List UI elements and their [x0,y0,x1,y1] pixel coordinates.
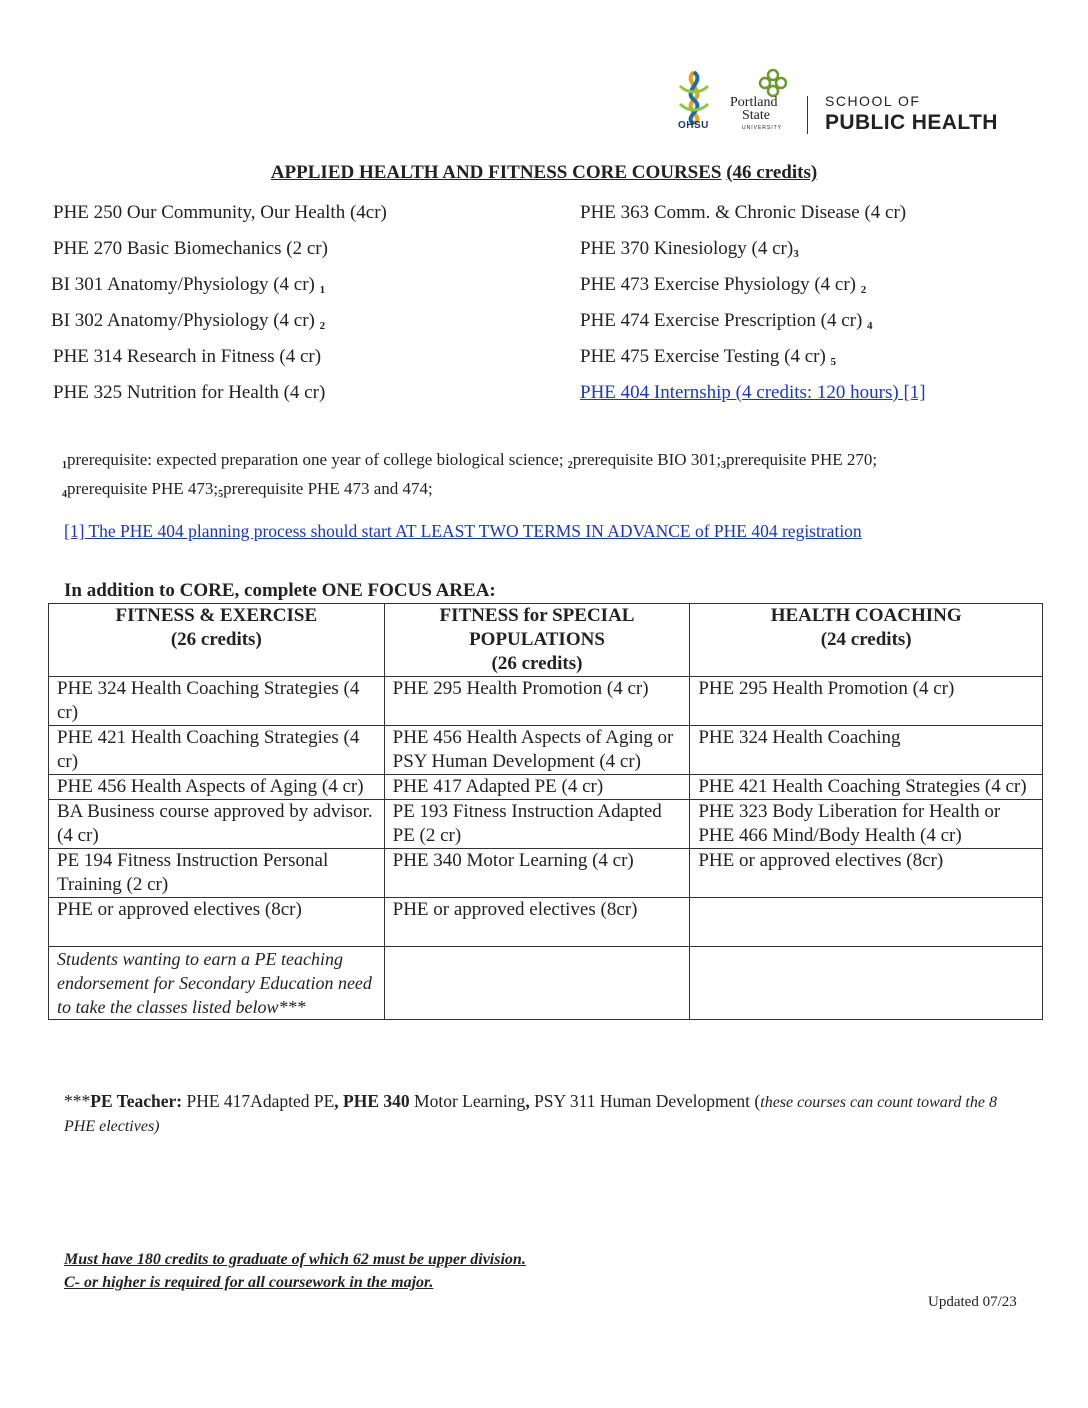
table-row [49,849,1043,898]
public-health-text: PUBLIC HEALTH [825,111,998,134]
table-cell: BA Business course approved by advisor. (4 cr) [49,800,385,849]
header-fitness-exercise: FITNESS & EXERCISE (26 credits) [49,604,385,677]
core-courses-right [580,199,926,415]
prerequisite-notes: 1prerequisite: expected preparation one year of college biological science; 2prerequisite BIO 301;3prerequisite PHE 270; 4prerequisite PHE 473;5prerequisite PHE 473 and 474; [62,450,878,500]
psu-line-3: UNIVERSITY [742,125,783,131]
table-cell: PHE or approved electives (8cr) [690,849,1043,898]
logo-area [672,68,1032,138]
core-course: PHE 370 Kinesiology (4 cr)3 [580,238,799,260]
table-cell [690,947,1043,1020]
psu-line-1: Portland [730,95,778,110]
core-courses-left [53,199,387,415]
table-cell: PHE 456 Health Aspects of Aging (4 cr) [49,775,385,800]
header-health-coaching: HEALTH COACHING (24 credits) [690,604,1043,677]
page-title [0,162,1088,184]
table-cell [690,898,1043,947]
grad-line-2: C- or higher is required for all coursework in the major. [64,1274,434,1291]
grad-line-1: Must have 180 credits to graduate of which 62 must be upper division. [64,1251,526,1268]
core-course: PHE 475 Exercise Testing (4 cr) 5 [580,346,837,368]
table-cell: PHE 323 Body Liberation for Health or PHE 466 Mind/Body Health (4 cr) [690,800,1043,849]
table-cell: PHE 324 Health Coaching [690,726,1043,775]
table-cell: PHE or approved electives (8cr) [49,898,385,947]
table-cell: PE 193 Fitness Instruction Adapted PE (2 cr) [384,800,690,849]
psu-wordmark [730,96,782,135]
core-course: PHE 473 Exercise Physiology (4 cr) 2 [580,274,867,296]
table-row [49,726,1043,775]
pe-endorsement-note: Students wanting to earn a PE teaching endorsement for Secondary Education need to take the classes listed below*** [49,947,385,1020]
title-credits: (46 credits) [726,162,818,183]
table-cell: PHE 295 Health Promotion (4 cr) [690,677,1043,726]
table-cell: PHE 417 Adapted PE (4 cr) [384,775,690,800]
focus-area-table [48,603,1043,1020]
psu-cross-icon [758,68,788,98]
table-row [49,800,1043,849]
table-cell: PHE 456 Health Aspects of Aging or PSY Human Development (4 cr) [384,726,690,775]
table-row [49,775,1043,800]
core-course: PHE 325 Nutrition for Health (4 cr) [53,382,326,403]
header-special-populations: FITNESS for SPECIAL POPULATIONS (26 credits) [384,604,690,677]
graduation-requirements [64,1248,526,1294]
core-course: PHE 314 Research in Fitness (4 cr) [53,346,322,367]
table-row [49,947,1043,1020]
table-cell: PHE or approved electives (8cr) [384,898,690,947]
footnote-1-link[interactable]: [1] The PHE 404 planning process should start AT LEAST TWO TERMS IN ADVANCE of PHE 404 registration [64,521,862,541]
core-course: PHE 474 Exercise Prescription (4 cr) 4 [580,310,873,332]
table-cell: PE 194 Fitness Instruction Personal Training (2 cr) [49,849,385,898]
table-row [49,677,1043,726]
table-cell: PHE 324 Health Coaching Strategies (4 cr) [49,677,385,726]
core-course: PHE 270 Basic Biomechanics (2 cr) [53,238,328,259]
table-cell [384,947,690,1020]
school-of-text: SCHOOL OF [825,93,921,109]
table-header-row [49,604,1043,677]
psu-line-2: State [742,108,770,123]
ohsu-wordmark: OHSU [678,120,709,131]
updated-date: Updated 07/23 [928,1294,1017,1310]
table-cell: PHE 421 Health Coaching Strategies (4 cr) [690,775,1043,800]
pe-teacher-note: ***PE Teacher: PHE 417Adapted PE, PHE 340 Motor Learning, PSY 311 Human Development (these courses can count toward the 8 PHE electives) [64,1091,997,1135]
core-course: BI 302 Anatomy/Physiology (4 cr) 2 [51,310,326,332]
internship-link[interactable]: PHE 404 Internship (4 credits: 120 hours) [1] [580,382,926,403]
core-course: BI 301 Anatomy/Physiology (4 cr) 1 [51,274,326,296]
logo-divider [807,96,808,134]
core-course: PHE 250 Our Community, Our Health (4cr) [53,202,387,223]
table-cell: PHE 295 Health Promotion (4 cr) [384,677,690,726]
table-cell: PHE 340 Motor Learning (4 cr) [384,849,690,898]
table-row [49,898,1043,947]
focus-area-heading: In addition to CORE, complete ONE FOCUS AREA: [64,580,496,601]
title-main: APPLIED HEALTH AND FITNESS CORE COURSES [270,162,722,183]
table-cell: PHE 421 Health Coaching Strategies (4 cr) [49,726,385,775]
core-course: PHE 363 Comm. & Chronic Disease (4 cr) [580,202,907,223]
